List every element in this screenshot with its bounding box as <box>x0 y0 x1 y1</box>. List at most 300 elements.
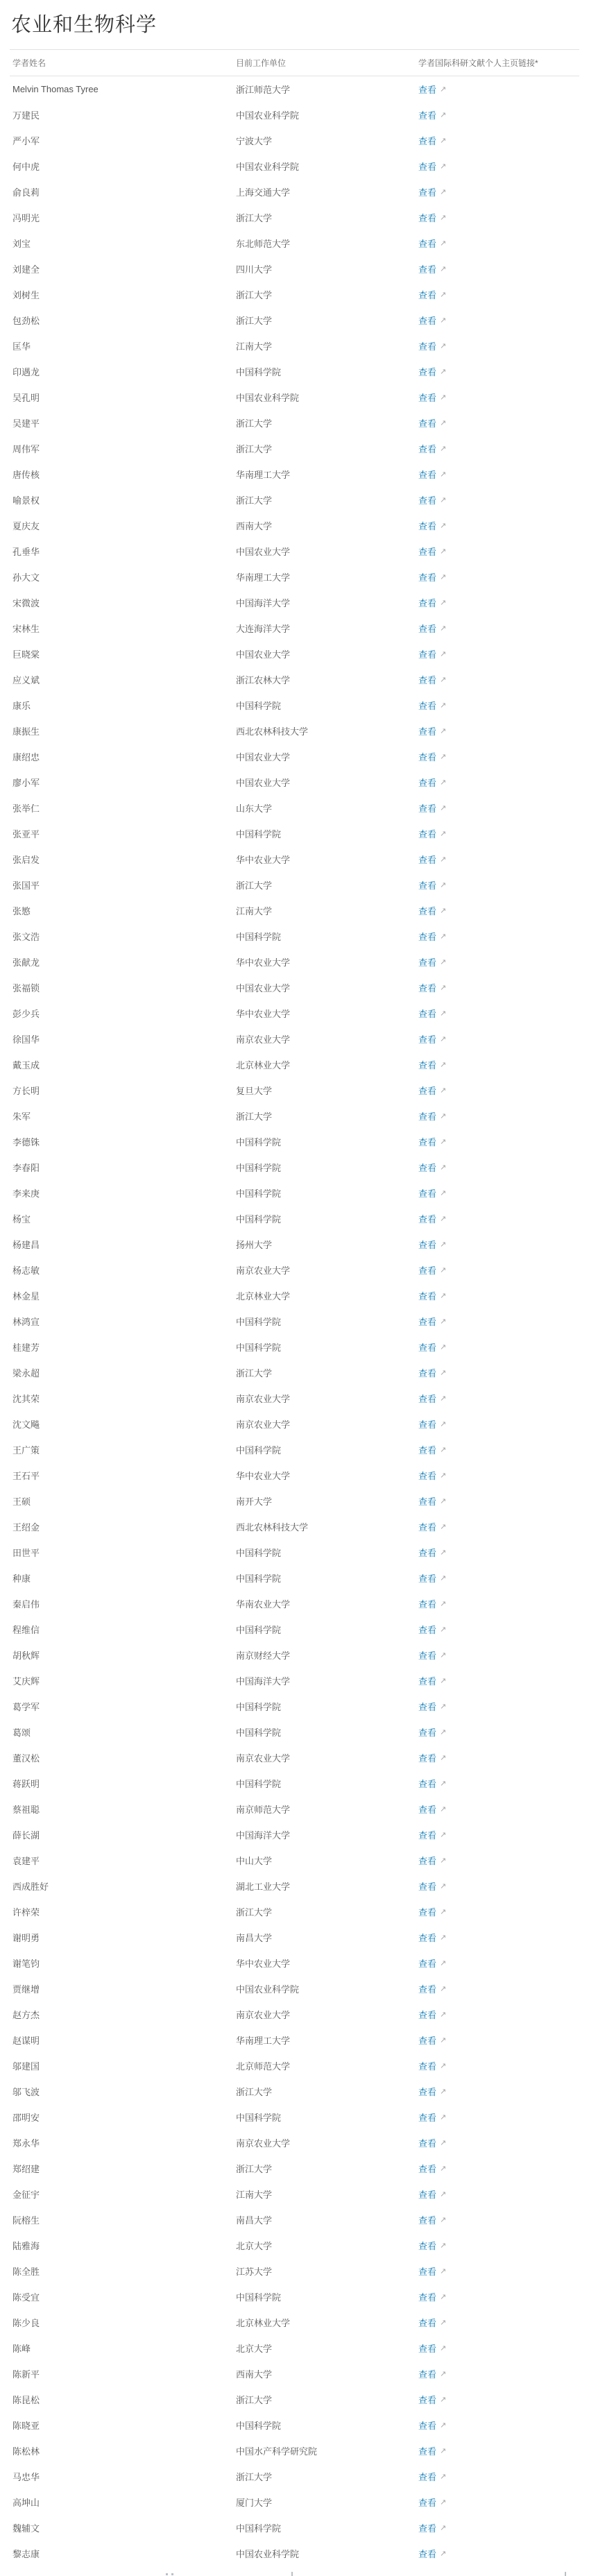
scholar-affiliation: 浙江大学 <box>236 1111 273 1122</box>
arrow-up-right-icon: ↗ <box>440 1727 447 1737</box>
view-link[interactable] <box>418 262 446 275</box>
scholar-name: 陈新平 <box>12 2369 40 2380</box>
view-link-label: 查看 <box>418 1650 437 1661</box>
scholar-name: 张国平 <box>12 880 40 891</box>
view-link-label: 查看 <box>418 2420 437 2431</box>
view-link[interactable] <box>418 468 446 481</box>
view-link[interactable] <box>418 391 446 404</box>
scholar-name: 赵方杰 <box>12 2009 40 2020</box>
table-row <box>10 2541 579 2566</box>
scholar-name: 梁永超 <box>12 1367 40 1379</box>
scholar-name: 包劲松 <box>12 315 40 326</box>
view-link[interactable] <box>418 160 446 173</box>
scholar-name: 贾继增 <box>12 1984 40 1995</box>
table-row <box>10 1514 579 1539</box>
scholar-name: 许梓荣 <box>12 1907 40 1918</box>
table-row <box>10 1591 579 1617</box>
view-link[interactable] <box>418 2008 446 2021</box>
table-row <box>10 1565 579 1591</box>
arrow-up-right-icon: ↗ <box>440 1624 447 1634</box>
table-row <box>10 2464 579 2489</box>
scholar-name: 邬飞波 <box>12 2086 40 2097</box>
scholar-affiliation: 浙江大学 <box>236 1907 273 1918</box>
view-link-label: 查看 <box>418 2343 437 2354</box>
scholar-affiliation: 江南大学 <box>236 2189 273 2200</box>
table-row <box>10 205 579 230</box>
scholar-name: 徐国华 <box>12 1034 40 1045</box>
scholars-table <box>10 50 579 2566</box>
arrow-up-right-icon: ↗ <box>440 1085 447 1095</box>
view-link-label: 查看 <box>418 1188 437 1199</box>
scholar-name: 何中虎 <box>12 161 40 172</box>
view-link[interactable] <box>418 1315 446 1328</box>
arrow-up-right-icon: ↗ <box>440 1470 447 1480</box>
scholar-name: 吴孔明 <box>12 392 40 403</box>
arrow-up-right-icon: ↗ <box>440 2086 447 2096</box>
scholar-name: 魏辅文 <box>12 2523 40 2534</box>
table-header-row <box>10 50 579 76</box>
view-link[interactable] <box>418 2136 446 2149</box>
arrow-up-right-icon: ↗ <box>440 135 447 145</box>
scholar-affiliation: 中国科学院 <box>236 1136 282 1148</box>
scholar-name: 戴玉成 <box>12 1059 40 1071</box>
scholar-name: 葛颂 <box>12 1727 31 1738</box>
table-row <box>10 2515 579 2541</box>
scholar-affiliation: 东北师范大学 <box>236 238 291 249</box>
scholar-name: 张亚平 <box>12 828 40 839</box>
view-link-label: 查看 <box>418 2471 437 2482</box>
view-link[interactable] <box>418 570 446 583</box>
view-link[interactable] <box>418 596 446 609</box>
view-link[interactable] <box>418 185 446 198</box>
view-link[interactable] <box>418 519 446 532</box>
arrow-up-right-icon: ↗ <box>440 2292 447 2301</box>
view-link[interactable] <box>418 1417 446 1431</box>
view-link-label: 查看 <box>418 110 437 121</box>
table-row <box>10 1077 579 1103</box>
view-link[interactable] <box>418 878 446 892</box>
view-link[interactable] <box>418 622 446 635</box>
scholar-name: 陈少良 <box>12 2317 40 2328</box>
view-link[interactable] <box>418 288 446 301</box>
view-link-label: 查看 <box>418 1034 437 1045</box>
arrow-up-right-icon: ↗ <box>440 1804 447 1814</box>
view-link-label: 查看 <box>418 777 437 788</box>
view-link[interactable] <box>418 1623 446 1636</box>
scholar-affiliation: 中国农业大学 <box>236 777 291 788</box>
view-link[interactable] <box>418 1956 446 1970</box>
scholar-name: 杨宝 <box>12 1213 31 1225</box>
view-link[interactable] <box>418 1802 446 1816</box>
scholar-affiliation: 南京农业大学 <box>236 1419 291 1430</box>
view-link[interactable] <box>418 827 446 840</box>
table-row <box>10 153 579 179</box>
scholar-affiliation: 华中农业大学 <box>236 957 291 968</box>
view-link[interactable] <box>418 1032 446 1046</box>
table-row <box>10 667 579 692</box>
scholar-name: 阮榕生 <box>12 2215 40 2226</box>
view-link[interactable] <box>418 1469 446 1482</box>
arrow-up-right-icon: ↗ <box>440 2138 447 2147</box>
arrow-up-right-icon: ↗ <box>440 957 447 966</box>
scholar-affiliation: 西南大学 <box>236 2369 273 2380</box>
scholar-affiliation: 中国农业科学院 <box>236 1984 300 1995</box>
scholar-affiliation: 北京林业大学 <box>236 1059 291 1071</box>
table-row <box>10 2053 579 2079</box>
view-link[interactable] <box>418 1597 446 1610</box>
view-link[interactable] <box>418 134 446 147</box>
table-row <box>10 1462 579 1488</box>
view-link-label: 查看 <box>418 2189 437 2200</box>
view-link-label: 查看 <box>418 1085 437 1096</box>
view-link[interactable] <box>418 1777 446 1790</box>
scholar-name: 胡秋辉 <box>12 1650 40 1661</box>
scholar-affiliation: 中国农业科学院 <box>236 161 300 172</box>
view-link[interactable] <box>418 1879 446 1893</box>
scholar-affiliation: 江南大学 <box>236 341 273 352</box>
view-link[interactable] <box>418 1238 446 1251</box>
table-row <box>10 1950 579 1976</box>
view-link-label: 查看 <box>418 1598 437 1610</box>
scholar-name: 夏庆友 <box>12 520 40 531</box>
view-link[interactable] <box>418 930 446 943</box>
view-link[interactable] <box>418 1494 446 1508</box>
column-header-homepage-link: 学者国际科研文献个人主页链接* <box>418 58 538 68</box>
view-link-label: 查看 <box>418 623 437 634</box>
scholar-name: 谢笔钧 <box>12 1958 40 1969</box>
scholar-name: Melvin Thomas Tyree <box>12 83 99 94</box>
table-row <box>10 1719 579 1745</box>
arrow-up-right-icon: ↗ <box>440 854 447 864</box>
arrow-up-right-icon: ↗ <box>440 1342 447 1351</box>
arrow-up-right-icon: ↗ <box>440 1316 447 1326</box>
view-link[interactable] <box>418 776 446 789</box>
scholar-name: 巨晓棠 <box>12 649 40 660</box>
view-link-label: 查看 <box>418 84 437 95</box>
view-link[interactable] <box>418 545 446 558</box>
view-link[interactable] <box>418 2162 446 2175</box>
view-link[interactable] <box>418 1340 446 1354</box>
view-link[interactable] <box>418 1751 446 1764</box>
scholar-name: 宋林生 <box>12 623 40 634</box>
view-link[interactable] <box>418 1700 446 1713</box>
view-link[interactable] <box>418 2496 446 2509</box>
scholar-name: 陈受宜 <box>12 2292 40 2303</box>
scholar-name: 康绍忠 <box>12 751 40 762</box>
view-link-label: 查看 <box>418 161 437 172</box>
scholar-name: 张福锁 <box>12 982 40 993</box>
view-link[interactable] <box>418 1058 446 1071</box>
view-link[interactable] <box>418 2419 446 2432</box>
view-link[interactable] <box>418 801 446 814</box>
table-row <box>10 1771 579 1796</box>
scholar-affiliation: 华南理工大学 <box>236 469 291 480</box>
scholar-affiliation: 华南理工大学 <box>236 2035 291 2046</box>
view-link[interactable] <box>418 2085 446 2098</box>
scholar-name: 蔡祖聪 <box>12 1804 40 1815</box>
view-link[interactable] <box>418 981 446 994</box>
view-link[interactable] <box>418 1263 446 1277</box>
view-link[interactable] <box>418 1084 446 1097</box>
arrow-up-right-icon: ↗ <box>440 84 447 94</box>
arrow-up-right-icon: ↗ <box>440 1598 447 1608</box>
table-row <box>10 1925 579 1950</box>
view-link-label: 查看 <box>418 264 437 275</box>
scholar-affiliation: 华中农业大学 <box>236 854 291 865</box>
view-link-label: 查看 <box>418 905 437 916</box>
scholar-name: 张启发 <box>12 854 40 865</box>
scholar-name: 西成胜好 <box>12 1881 49 1892</box>
view-link[interactable] <box>418 1366 446 1379</box>
view-link[interactable] <box>418 1212 446 1225</box>
scholar-name: 张慜 <box>12 905 31 916</box>
view-link[interactable] <box>418 1571 446 1585</box>
scholar-affiliation: 浙江大学 <box>236 2086 273 2097</box>
view-link[interactable] <box>418 699 446 712</box>
scholar-name: 孔垂华 <box>12 546 40 557</box>
view-link[interactable] <box>418 442 446 455</box>
table-row <box>10 2233 579 2258</box>
table-row <box>10 436 579 461</box>
view-link[interactable] <box>418 2444 446 2457</box>
table-row <box>10 384 579 410</box>
view-link-label: 查看 <box>418 2240 437 2251</box>
table-row <box>10 1488 579 1514</box>
scholar-affiliation: 中国农业大学 <box>236 649 291 660</box>
view-link[interactable] <box>418 1109 446 1123</box>
scholar-name: 张文浩 <box>12 931 40 942</box>
view-link[interactable] <box>418 647 446 660</box>
view-link[interactable] <box>418 2110 446 2124</box>
arrow-up-right-icon: ↗ <box>440 1239 447 1249</box>
scholar-affiliation: 北京林业大学 <box>236 2317 291 2328</box>
scholar-affiliation: 中国科学院 <box>236 2292 282 2303</box>
scholar-name: 赵谋明 <box>12 2035 40 2046</box>
view-link[interactable] <box>418 2367 446 2380</box>
view-link[interactable] <box>418 750 446 763</box>
view-link-label: 查看 <box>418 1316 437 1327</box>
view-link[interactable] <box>418 1931 446 1944</box>
view-link[interactable] <box>418 2521 446 2534</box>
view-link[interactable] <box>418 83 446 96</box>
scholar-affiliation: 南京农业大学 <box>236 2138 291 2149</box>
arrow-up-right-icon: ↗ <box>440 1778 447 1788</box>
view-link[interactable] <box>418 1520 446 1533</box>
view-link[interactable] <box>418 1546 446 1559</box>
arrow-up-right-icon: ↗ <box>440 1701 447 1711</box>
view-link-label: 查看 <box>418 1573 437 1584</box>
table-row <box>10 2387 579 2412</box>
view-link[interactable] <box>418 237 446 250</box>
view-link[interactable] <box>418 1854 446 1867</box>
scholar-name: 邵明安 <box>12 2112 40 2123</box>
scholar-name: 郑永华 <box>12 2138 40 2149</box>
view-link[interactable] <box>418 1674 446 1687</box>
scholar-affiliation: 湖北工业大学 <box>236 1881 291 1892</box>
scholar-name: 蒋跃明 <box>12 1778 40 1789</box>
view-link[interactable] <box>418 365 446 378</box>
view-link-label: 查看 <box>418 2446 437 2457</box>
view-link-label: 查看 <box>418 469 437 480</box>
scholar-affiliation: 南京农业大学 <box>236 1265 291 1276</box>
arrow-up-right-icon: ↗ <box>440 982 447 992</box>
table-row <box>10 2104 579 2130</box>
view-link[interactable] <box>418 1392 446 1405</box>
table-row <box>10 2207 579 2233</box>
view-link-label: 查看 <box>418 1932 437 1943</box>
table-row <box>10 2489 579 2515</box>
view-link-label: 查看 <box>418 1162 437 1173</box>
view-link-label: 查看 <box>418 1470 437 1481</box>
view-link[interactable] <box>418 1443 446 1456</box>
scholar-affiliation: 中山大学 <box>236 1855 273 1866</box>
arrow-up-right-icon: ↗ <box>440 1496 447 1505</box>
view-link[interactable] <box>418 1982 446 1995</box>
view-link-label: 查看 <box>418 1675 437 1687</box>
view-link[interactable] <box>418 1135 446 1148</box>
scholar-affiliation: 中国科学院 <box>236 1213 282 1225</box>
arrow-up-right-icon: ↗ <box>440 289 447 299</box>
table-row <box>10 872 579 898</box>
scholar-affiliation: 浙江大学 <box>236 315 273 326</box>
scholar-affiliation: 中国农业大学 <box>236 546 291 557</box>
view-link[interactable] <box>418 2290 446 2303</box>
view-link[interactable] <box>418 2393 446 2406</box>
scholar-name: 杨志敏 <box>12 1265 40 1276</box>
arrow-up-right-icon: ↗ <box>440 110 447 119</box>
scholar-affiliation: 中国海洋大学 <box>236 1675 291 1687</box>
scholar-name: 周伟军 <box>12 443 40 454</box>
view-link-label: 查看 <box>418 854 437 865</box>
arrow-up-right-icon: ↗ <box>440 2112 447 2122</box>
scholar-affiliation: 浙江大学 <box>236 212 273 223</box>
arrow-up-right-icon: ↗ <box>440 546 447 556</box>
scholar-name: 刘树生 <box>12 289 40 300</box>
view-link-label: 查看 <box>418 674 437 685</box>
view-link-label: 查看 <box>418 238 437 249</box>
arrow-up-right-icon: ↗ <box>440 2189 447 2199</box>
view-link[interactable] <box>418 904 446 917</box>
scholar-name: 葛学军 <box>12 1701 40 1712</box>
table-row <box>10 513 579 538</box>
view-link[interactable] <box>418 955 446 969</box>
table-row <box>10 1668 579 1694</box>
view-link[interactable] <box>418 2547 446 2560</box>
view-link-label: 查看 <box>418 572 437 583</box>
arrow-up-right-icon: ↗ <box>440 469 447 479</box>
scholar-name: 康振生 <box>12 726 40 737</box>
arrow-up-right-icon: ↗ <box>440 2163 447 2173</box>
arrow-up-right-icon: ↗ <box>440 572 447 581</box>
table-row <box>10 718 579 744</box>
view-link[interactable] <box>418 2239 446 2252</box>
view-link[interactable] <box>418 2059 446 2072</box>
view-link[interactable] <box>418 339 446 352</box>
arrow-up-right-icon: ↗ <box>440 161 447 171</box>
view-link[interactable] <box>418 1828 446 1841</box>
view-link[interactable] <box>418 1161 446 1174</box>
view-link-label: 查看 <box>418 520 437 531</box>
scholar-name: 王绍金 <box>12 1521 40 1533</box>
column-header-scholar-name: 学者姓名 <box>12 58 46 68</box>
scholar-affiliation: 复旦大学 <box>236 1085 273 1096</box>
view-link[interactable] <box>418 2033 446 2047</box>
arrow-up-right-icon: ↗ <box>440 1367 447 1377</box>
view-link[interactable] <box>418 416 446 429</box>
view-link[interactable] <box>418 2264 446 2278</box>
scholar-affiliation: 北京大学 <box>236 2343 273 2354</box>
view-link-label: 查看 <box>418 1239 437 1250</box>
arrow-up-right-icon: ↗ <box>440 2471 447 2481</box>
view-link[interactable] <box>418 1648 446 1662</box>
arrow-up-right-icon: ↗ <box>440 880 447 889</box>
table-row <box>10 2284 579 2310</box>
arrow-up-right-icon: ↗ <box>440 649 447 658</box>
arrow-up-right-icon: ↗ <box>440 1111 447 1120</box>
view-link[interactable] <box>418 2342 446 2355</box>
view-link[interactable] <box>418 1186 446 1200</box>
view-link[interactable] <box>418 2187 446 2201</box>
scholar-name: 张献龙 <box>12 957 40 968</box>
view-link[interactable] <box>418 673 446 686</box>
scholar-affiliation: 中国农业大学 <box>236 982 291 993</box>
view-link[interactable] <box>418 1905 446 1918</box>
table-row <box>10 1206 579 1231</box>
table-row <box>10 1360 579 1385</box>
table-row <box>10 744 579 769</box>
scholar-affiliation: 浙江农林大学 <box>236 674 291 685</box>
scholar-name: 陈全胜 <box>12 2266 40 2277</box>
view-link-label: 查看 <box>418 1881 437 1892</box>
table-row <box>10 2002 579 2027</box>
view-link[interactable] <box>418 1725 446 1739</box>
view-link-label: 查看 <box>418 1444 437 1456</box>
table-row <box>10 2412 579 2438</box>
arrow-up-right-icon: ↗ <box>440 495 447 504</box>
view-link[interactable] <box>418 211 446 224</box>
scholar-name: 沈文飚 <box>12 1419 40 1430</box>
scholar-affiliation: 中国科学院 <box>236 1573 282 1584</box>
view-link[interactable] <box>418 724 446 737</box>
table-row <box>10 1642 579 1668</box>
view-link-label: 查看 <box>418 1496 437 1507</box>
scholar-name: 王石平 <box>12 1470 40 1481</box>
view-link[interactable] <box>418 314 446 327</box>
view-link[interactable] <box>418 1289 446 1302</box>
view-link-label: 查看 <box>418 2369 437 2380</box>
arrow-up-right-icon: ↗ <box>440 803 447 812</box>
view-link[interactable] <box>418 853 446 866</box>
view-link[interactable] <box>418 2470 446 2483</box>
arrow-up-right-icon: ↗ <box>440 1008 447 1018</box>
view-link[interactable] <box>418 493 446 506</box>
view-link-label: 查看 <box>418 1393 437 1404</box>
scholar-name: 刘建全 <box>12 264 40 275</box>
view-link[interactable] <box>418 108 446 121</box>
table-row <box>10 1899 579 1925</box>
scholar-affiliation: 中国科学院 <box>236 1316 282 1327</box>
view-link[interactable] <box>418 1007 446 1020</box>
table-row <box>10 1231 579 1257</box>
view-link-label: 查看 <box>418 1727 437 1738</box>
view-link-label: 查看 <box>418 982 437 993</box>
table-row <box>10 179 579 205</box>
view-link[interactable] <box>418 2213 446 2226</box>
view-link[interactable] <box>418 2316 446 2329</box>
scholar-affiliation: 西北农林科技大学 <box>236 726 309 737</box>
scholar-affiliation: 中国海洋大学 <box>236 1829 291 1841</box>
arrow-up-right-icon: ↗ <box>440 1188 447 1197</box>
